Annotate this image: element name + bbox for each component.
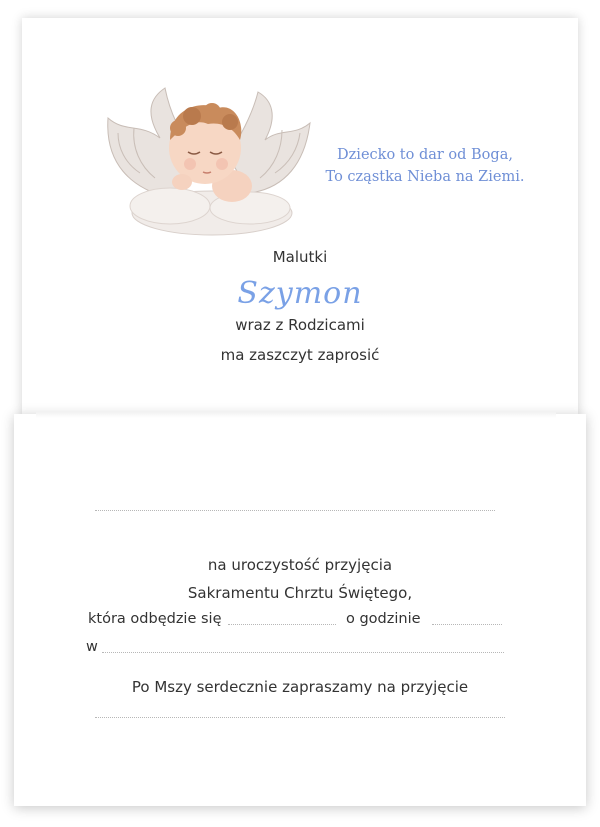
blank-line-guests[interactable] [95, 510, 495, 511]
at-hour-text: o godzinie [346, 611, 421, 627]
sacrament-text: Sakramentu Chrztu Świętego, [187, 584, 413, 602]
blank-line-hour[interactable] [432, 624, 502, 625]
which-takes-place-text: która odbędzie się [88, 611, 222, 627]
occasion-text: na uroczystość przyjęcia [207, 556, 393, 574]
child-name: Szymon [237, 276, 363, 311]
card-fold [36, 412, 556, 418]
malutki-text: Malutki [272, 248, 328, 266]
with-parents-text: wraz z Rodzicami [235, 316, 365, 334]
after-mass-text: Po Mszy serdecznie zapraszamy na przyjęcie [131, 678, 469, 696]
blank-line-reception[interactable] [95, 717, 505, 718]
angel-baby-illustration [100, 78, 315, 238]
quote-line-2: To cząstka Nieba na Ziemi. [325, 169, 525, 185]
in-text: w [86, 639, 98, 655]
blank-line-place[interactable] [102, 652, 504, 653]
invite-text: ma zaszczyt zaprosić [220, 346, 380, 364]
quote [300, 144, 550, 188]
card-bottom-panel [14, 414, 586, 806]
blank-line-date[interactable] [228, 624, 336, 625]
quote-line-1: Dziecko to dar od Boga, [337, 147, 513, 163]
